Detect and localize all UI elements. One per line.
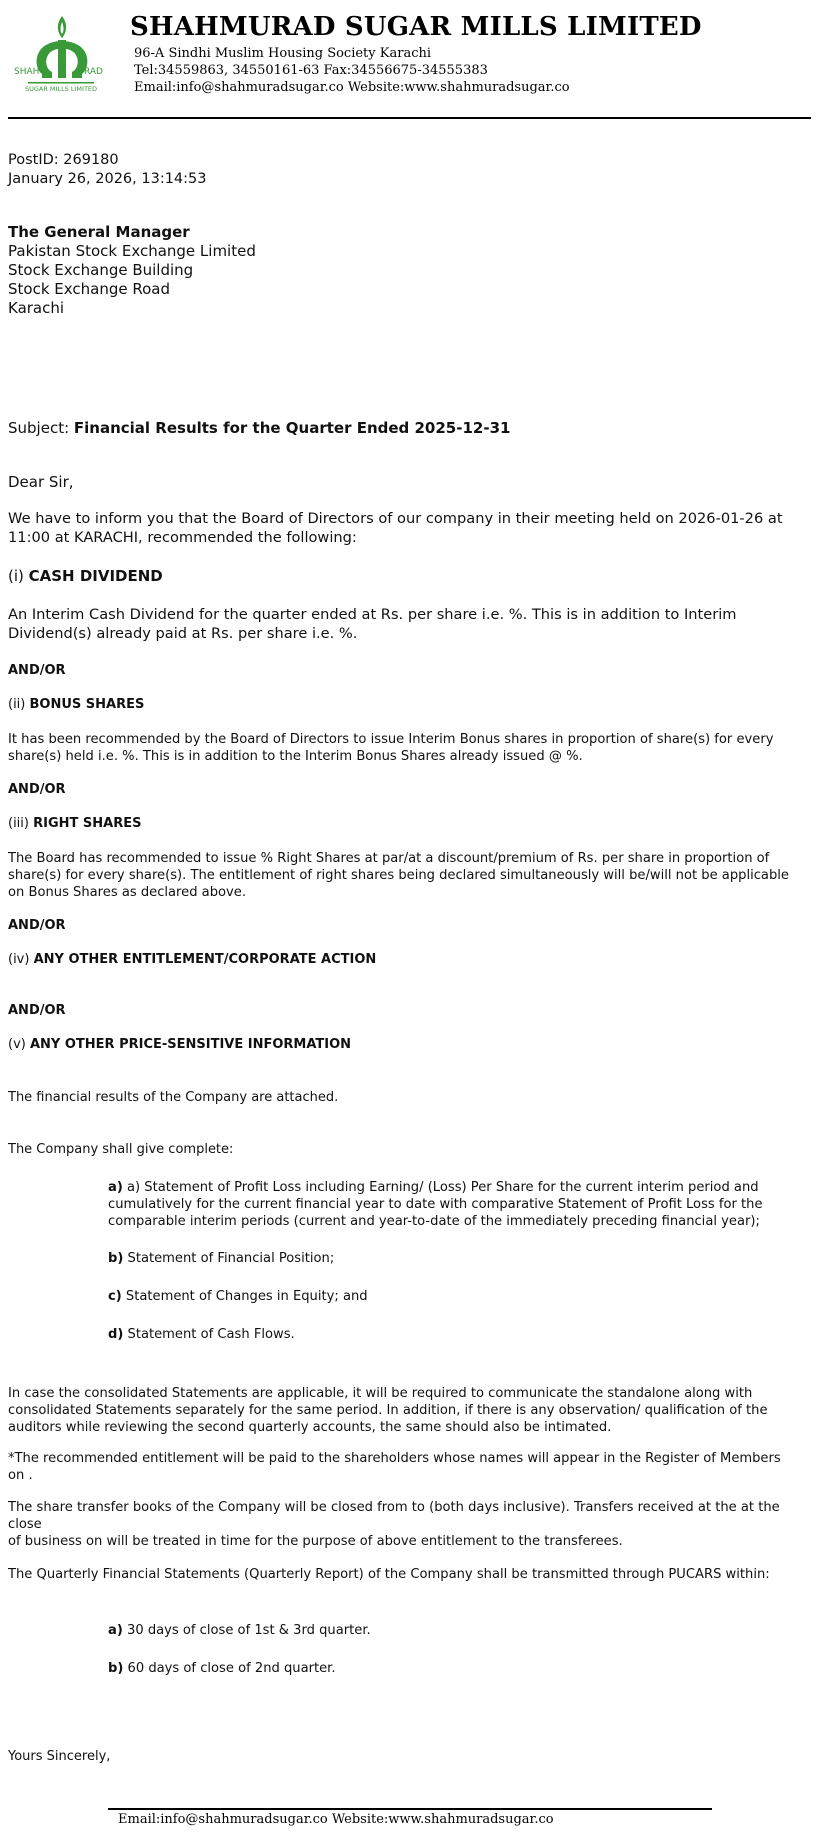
give-complete: The Company shall give complete: bbox=[8, 1142, 234, 1157]
footer-divider bbox=[108, 1808, 712, 1810]
section-number: (ii) bbox=[8, 697, 30, 712]
consolidated-paragraph: In case the consolidated Statements are applicable, it will be required to communicate the standalone along with consolidated Statements separately for the same period. In addition, if there is any observation/ qualification of the auditors while reviewing the second quarterly accounts, the same should also be intimated. bbox=[8, 1386, 768, 1435]
section-number: (iv) bbox=[8, 952, 34, 967]
footer-contact: Email:info@shahmuradsugar.co Website:www.shahmuradsugar.co bbox=[118, 1812, 554, 1827]
right-shares-text: The Board has recommended to issue % Right Shares at par/at a discount/premium of Rs. per share in proportion of share(s) for every share(s). The entitlement of right shares being declared simultaneously will be/will not be applicable on Bonus Shares as declared above. bbox=[8, 851, 789, 900]
item-text: Statement of Cash Flows. bbox=[123, 1327, 295, 1342]
recipient-title: The General Manager bbox=[8, 223, 190, 241]
item-label: b) bbox=[108, 1661, 124, 1676]
and-or-label: AND/OR bbox=[8, 663, 66, 678]
and-or-label: AND/OR bbox=[8, 918, 66, 933]
sign-off: Yours Sincerely, bbox=[8, 1749, 111, 1764]
entitlement-paragraph: *The recommended entitlement will be paid to the shareholders whose names will appear in the Register of Members on . bbox=[8, 1451, 781, 1483]
subject-label: Subject: bbox=[8, 419, 74, 437]
item-label: a) bbox=[108, 1623, 123, 1638]
other-entitlement-heading bbox=[8, 952, 376, 967]
section-title: ANY OTHER ENTITLEMENT/CORPORATE ACTION bbox=[33, 952, 377, 967]
item-text: a) Statement of Profit Loss including Earning/ (Loss) Per Share for the current interim period and cumulatively for the current financial year to date with comparative Statement of Profit Loss for the comparable interim periods (current and year-to-date of the immediately preceding financial year); bbox=[108, 1180, 763, 1229]
item-label: c) bbox=[108, 1289, 122, 1304]
post-datetime: January 26, 2026, 13:14:53 bbox=[8, 171, 207, 187]
post-id: PostID: 269180 bbox=[8, 152, 119, 168]
item-label: b) bbox=[108, 1251, 124, 1266]
logo-text-right: RAD bbox=[84, 67, 103, 77]
pucars-item bbox=[108, 1622, 798, 1639]
recipient-city: Karachi bbox=[8, 299, 65, 317]
company-contact: Email:info@shahmuradsugar.co Website:www.shahmuradsugar.co bbox=[134, 80, 570, 95]
salutation: Dear Sir, bbox=[8, 473, 74, 491]
pucars-item bbox=[108, 1660, 798, 1677]
and-or-label: AND/OR bbox=[8, 1003, 66, 1018]
bonus-shares-text: It has been recommended by the Board of Directors to issue Interim Bonus shares in proportion of share(s) for every share(s) held i.e. %. This is in addition to the Interim Bonus Shares already issued @ %. bbox=[8, 732, 774, 764]
section-title: RIGHT SHARES bbox=[33, 816, 142, 831]
section-title: CASH DIVIDEND bbox=[28, 567, 163, 585]
item-text: 60 days of close of 2nd quarter. bbox=[123, 1661, 336, 1676]
right-shares-heading bbox=[8, 816, 141, 831]
results-attached: The financial results of the Company are attached. bbox=[8, 1090, 339, 1105]
statement-item bbox=[108, 1179, 798, 1230]
company-address: 96-A Sindhi Muslim Housing Society Karachi bbox=[134, 46, 432, 61]
statement-item bbox=[108, 1288, 798, 1305]
item-label: d) bbox=[108, 1327, 124, 1342]
recipient-line: Stock Exchange Road bbox=[8, 280, 170, 298]
item-text: 30 days of close of 1st & 3rd quarter. bbox=[122, 1623, 371, 1638]
item-text: Statement of Financial Position; bbox=[123, 1251, 335, 1266]
intro-paragraph: We have to inform you that the Board of Directors of our company in their meeting held on 2026-01-26 at 11:00 at KARACHI, recommended the following: bbox=[8, 510, 783, 546]
item-text: Statement of Changes in Equity; and bbox=[121, 1289, 368, 1304]
section-number: (i) bbox=[8, 567, 29, 585]
transfer-line: The share transfer books of the Company will be closed from to (both days inclusive). Transfers received at the at the close bbox=[8, 1500, 780, 1532]
section-number: (iii) bbox=[8, 816, 34, 831]
section-title: BONUS SHARES bbox=[29, 697, 145, 712]
company-phone: Tel:34559863, 34550161-63 Fax:34556675-34555383 bbox=[134, 63, 488, 78]
cash-dividend-text: An Interim Cash Dividend for the quarter ended at Rs. per share i.e. %. This is in addition to Interim Dividend(s) already paid at Rs. per share i.e. %. bbox=[8, 606, 737, 642]
transfer-paragraph bbox=[8, 1499, 798, 1550]
statement-item bbox=[108, 1326, 798, 1343]
header-divider bbox=[8, 117, 811, 119]
logo-caption: SUGAR MILLS LIMITED bbox=[24, 85, 98, 93]
bonus-shares-heading bbox=[8, 697, 144, 712]
section-number: (v) bbox=[8, 1037, 30, 1052]
price-sensitive-heading bbox=[8, 1037, 351, 1052]
subject-text: Financial Results for the Quarter Ended 2025-12-31 bbox=[73, 419, 511, 437]
cash-dividend-heading bbox=[8, 567, 163, 585]
recipient-line: Stock Exchange Building bbox=[8, 261, 194, 279]
recipient-line: Pakistan Stock Exchange Limited bbox=[8, 242, 256, 260]
company-logo bbox=[12, 12, 108, 98]
logo-text-left: SHAH bbox=[14, 67, 40, 77]
letterhead bbox=[0, 0, 817, 118]
company-name: SHAHMURAD SUGAR MILLS LIMITED bbox=[130, 12, 702, 42]
statement-item bbox=[108, 1250, 798, 1267]
item-label: a) bbox=[108, 1180, 123, 1195]
transfer-line: of business on will be treated in time for the purpose of above entitlement to the transferees. bbox=[8, 1534, 623, 1549]
section-title: ANY OTHER PRICE-SENSITIVE INFORMATION bbox=[29, 1037, 352, 1052]
and-or-label: AND/OR bbox=[8, 782, 66, 797]
pucars-paragraph: The Quarterly Financial Statements (Quarterly Report) of the Company shall be transmitted through PUCARS within: bbox=[8, 1567, 770, 1582]
subject bbox=[8, 419, 510, 437]
